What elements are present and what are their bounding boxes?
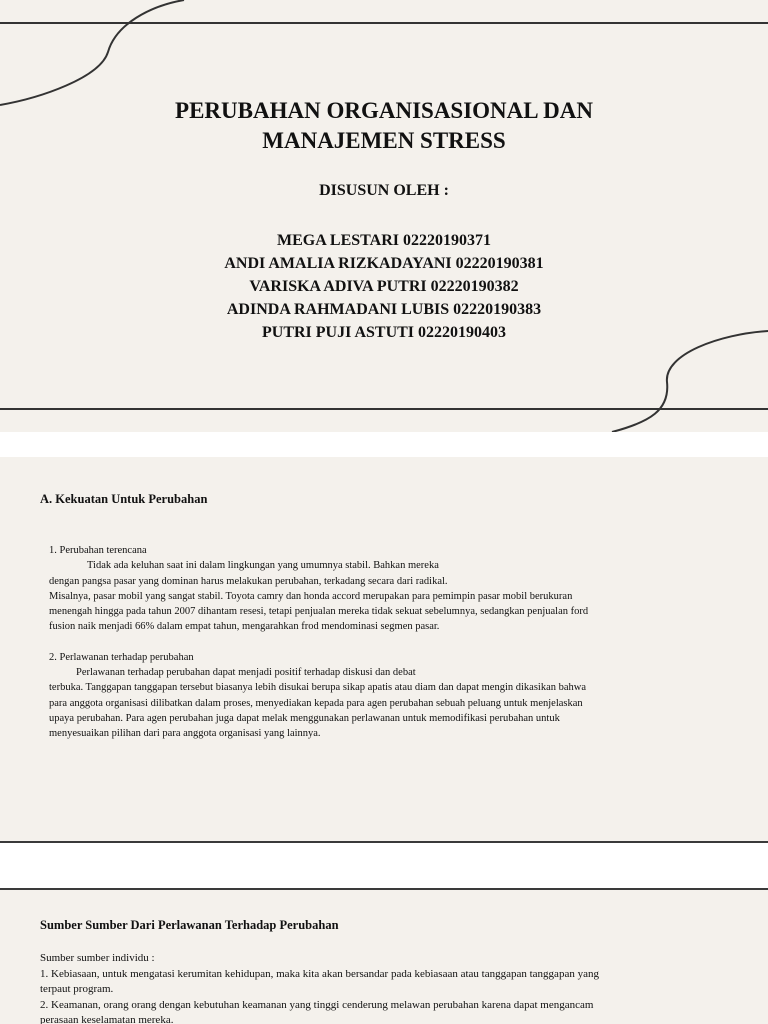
paragraph-line: upaya perubahan. Para agen perubahan juga dapat melak menggunakan perlawanan untuk memodifikasi perubahan untuk: [49, 712, 560, 724]
paragraph-line: Misalnya, pasar mobil yang sangat stabil. Toyota camry dan honda accord merupakan para pemimpin pasar mobil berukuran: [49, 590, 573, 602]
section-body: [49, 543, 719, 742]
author-item: ADINDA RAHMADANI LUBIS 02220190383: [226, 301, 542, 318]
author-item: PUTRI PUJI ASTUTI 02220190403: [261, 324, 507, 341]
section-heading: A. Kekuatan Untuk Perubahan: [40, 492, 208, 506]
author-item: VARISKA ADIVA PUTRI 02220190382: [249, 278, 519, 295]
paragraph-line: perasaan keselamatan mereka.: [40, 1014, 174, 1024]
paragraph-line: 1. Kebiasaan, untuk mengatasi kerumitan kehidupan, maka kita akan bersandar pada kebiasaan atau tanggapan tanggapan yang: [40, 967, 599, 980]
paragraph-line: terbuka. Tanggapan tanggapan tersebut biasanya lebih disukai berupa sikap apatis atau diam dan dapat mengin dikasikan bahwa: [49, 682, 587, 694]
paragraph-line: Perlawanan terhadap perubahan dapat menjadi positif terhadap diskusi dan debat: [76, 667, 416, 679]
divider: [0, 888, 768, 890]
author-list: [0, 229, 768, 344]
paragraph-line: para anggota organisasi dilibatkan dalam proses, menyediakan kepada para agen perubahan sebuah peluang untuk menjelaskan: [49, 697, 583, 709]
paragraph-line: fusion naik menjadi 66% dalam empat tahun, mengarahkan frod mendominasi segmen pasar.: [49, 621, 440, 633]
title-line-2: MANAJEMEN STRESS: [262, 128, 506, 153]
item-title: 2. Perlawanan terhadap perubahan: [49, 651, 194, 663]
divider: [0, 841, 768, 843]
decorative-lines: [0, 0, 768, 432]
section-body: [40, 951, 730, 1024]
title-slide: [0, 0, 768, 432]
paragraph-line: menyesuaikan pilihan dari para anggota organisasi yang lainnya.: [49, 728, 321, 740]
section-heading: Sumber Sumber Dari Perlawanan Terhadap Perubahan: [40, 918, 339, 932]
paragraph-line: menengah hingga pada tahun 2007 dihantam resesi, tetapi penjualan mereka tidak sekuat sebelumnya, sedangkan penjualan ford: [49, 606, 589, 618]
document-title: [0, 96, 768, 156]
item-title: 1. Perubahan terencana: [49, 545, 147, 556]
paragraph-line: terpaut program.: [40, 983, 114, 995]
content-slide-sources: [0, 888, 768, 1024]
content-slide-forces: [0, 457, 768, 843]
author-item: MEGA LESTARI 02220190371: [277, 232, 491, 249]
author-item: ANDI AMALIA RIZKADAYANI 02220190381: [224, 255, 544, 272]
byline: DISUSUN OLEH :: [319, 182, 449, 199]
paragraph-line: dengan pangsa pasar yang dominan harus melakukan perubahan, terkadang secara dari radikal.: [49, 575, 448, 587]
paragraph-line: 2. Keamanan, orang orang dengan kebutuhan keamanan yang tinggi cenderung melawan perubahan karena dapat mengancam: [40, 998, 594, 1011]
paragraph-line: Tidak ada keluhan saat ini dalam lingkungan yang umumnya stabil. Bahkan mereka: [87, 560, 439, 572]
title-line-1: PERUBAHAN ORGANISASIONAL DAN: [175, 98, 593, 123]
paragraph-line: Sumber sumber individu :: [40, 952, 155, 964]
